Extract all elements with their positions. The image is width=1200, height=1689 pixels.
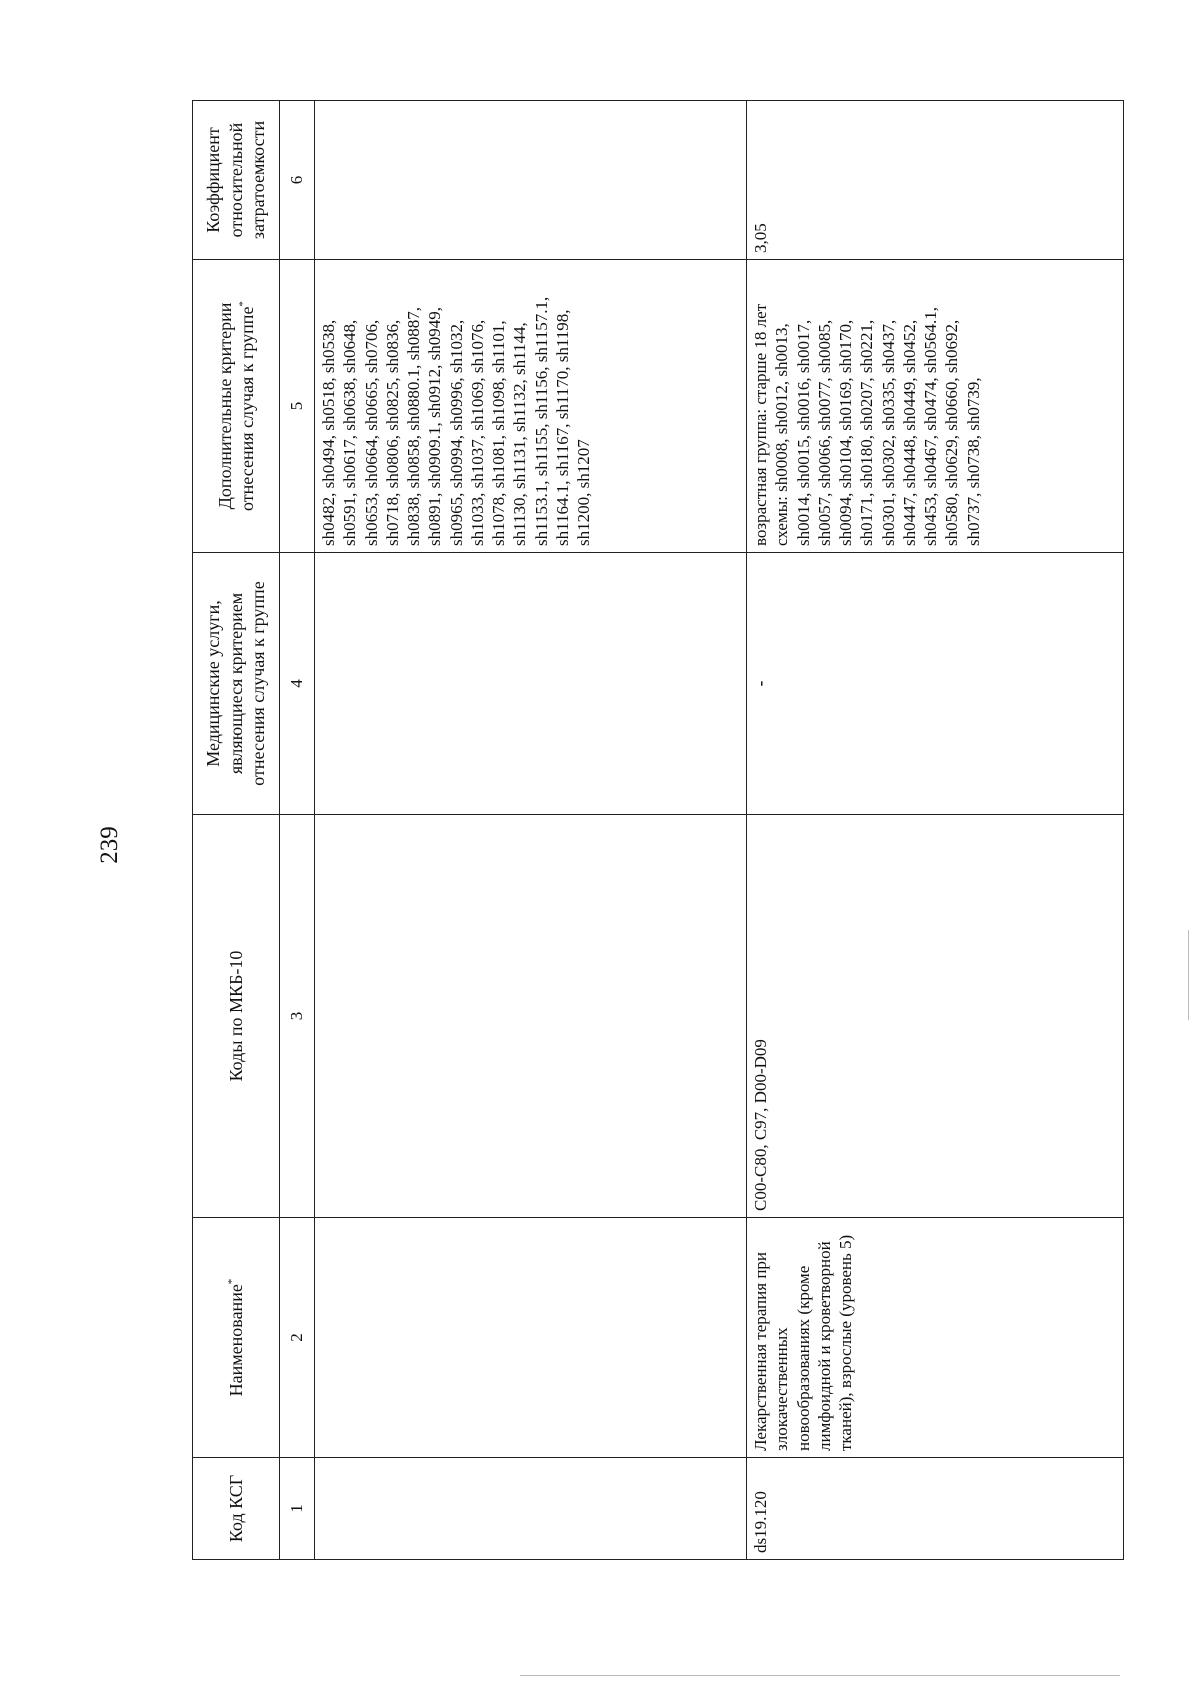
ksg-table (192, 100, 1124, 1560)
cell-icd-codes: C00-C80, C97, D00-D09 (747, 815, 1124, 1218)
column-number: 3 (280, 815, 315, 1218)
table-row (315, 101, 747, 1560)
page-number: 239 (96, 826, 123, 864)
column-number: 1 (280, 1458, 315, 1560)
cell-name: Лекарственная терапия при злокачественных новообразованиях (кроме лимфоидной и кроветворной тканей), взрослые (уровень 5) (747, 1218, 1124, 1458)
cell-cost-coefficient (315, 101, 747, 260)
table-row (747, 101, 1124, 1560)
column-number: 4 (280, 553, 315, 815)
cell-additional-criteria: возрастная группа: старше 18 лет схемы: sh0008, sh0012, sh0013, sh0014, sh0015, sh0016, sh0017, sh0057, sh0066, sh0077, sh0085, sh0094, sh0104, sh0169, sh0170, sh0171, sh0180, sh0207, sh0221, sh0301, sh0302, sh0335, sh0437, sh0447, sh0448, sh0449, sh0452, sh0453, sh0467, sh0474, sh0564.1, sh0580, sh0629, sh0660, sh0692, sh0737, sh0738, sh0739, (747, 260, 1124, 553)
column-number: 6 (280, 101, 315, 260)
column-number-row (280, 101, 315, 1560)
header-medical-services: Медицинские услуги, являющиеся критерием отнесения случая к группе (193, 553, 280, 815)
header-name: Наименование* (193, 1218, 280, 1458)
header-icd-codes: Коды по МКБ-10 (193, 815, 280, 1218)
cell-icd-codes (315, 815, 747, 1218)
column-number: 5 (280, 260, 315, 553)
header-additional-criteria: Дополнительные критерии отнесения случая к группе* (193, 260, 280, 553)
cell-medical-services: - (747, 553, 1124, 815)
cell-cost-coefficient: 3,05 (747, 101, 1124, 260)
scan-artifact-line (1188, 930, 1189, 1020)
rotated-page-content (192, 101, 1113, 1560)
header-ksg-code: Код КСГ (193, 1458, 280, 1560)
cell-medical-services (315, 553, 747, 815)
cell-additional-criteria: sh0482, sh0494, sh0518, sh0538, sh0591, sh0617, sh0638, sh0648, sh0653, sh0664, sh0665, sh0706, sh0718, sh0806, sh0825, sh0836, sh0838, sh0858, sh0880.1, sh0887, sh0891, sh0909.1, sh0912, sh0949, sh0965, sh0994, sh0996, sh1032, sh1033, sh1037, sh1069, sh1076, sh1078, sh1081, sh1098, sh1101, sh1130, sh1131, sh1132, sh1144, sh1153.1, sh1155, sh1156, sh1157.1, sh1164.1, sh1167, sh1170, sh1198, sh1200, sh1207 (315, 260, 747, 553)
scan-artifact-line (520, 1675, 1120, 1676)
column-number: 2 (280, 1218, 315, 1458)
cell-name (315, 1218, 747, 1458)
cell-ksg-code (315, 1458, 747, 1560)
header-cost-coefficient: Коэффициент относительной затратоемкости (193, 101, 280, 260)
table-header-row (193, 101, 280, 1560)
cell-ksg-code: ds19.120 (747, 1458, 1124, 1560)
rotated-table-container (192, 101, 1113, 1560)
